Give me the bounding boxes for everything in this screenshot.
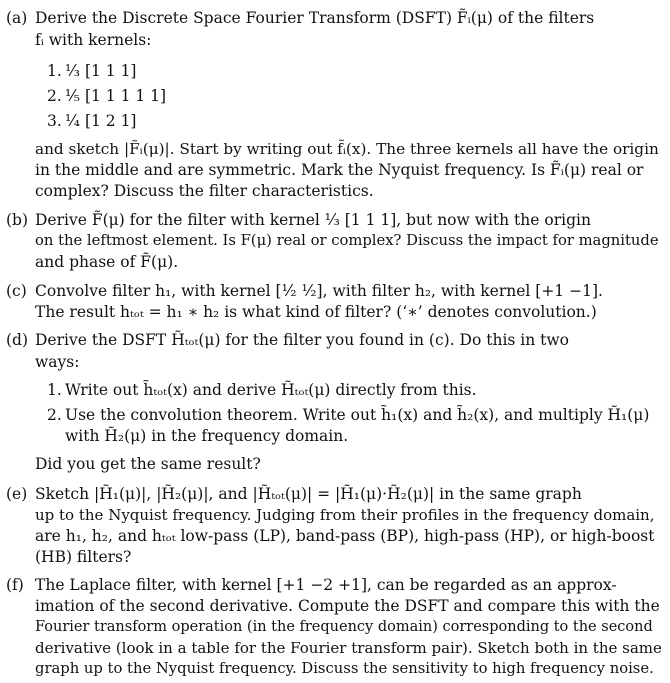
part-a-label: (a) [6, 9, 28, 27]
part-f-line: The Laplace filter, with kernel [+1 −2 +1], can be regarded as an approx- [35, 576, 617, 594]
part-c-line: The result hₜₒₜ = h₁ ∗ h₂ is what kind of filter? (‘∗’ denotes convolution.) [35, 303, 597, 321]
part-e-line: are h₁, h₂, and hₜₒₜ low-pass (LP), band-pass (BP), high-pass (HP), or high-boost [35, 527, 655, 545]
step-number: 1. [47, 381, 62, 399]
part-c-line: Convolve filter h₁, with kernel [¹⁄₂ ¹⁄₂], with filter h₂, with kernel [+1 −1]. [35, 282, 603, 300]
part-f-line: imation of the second derivative. Compute the DSFT and compare this with the [35, 597, 660, 615]
part-e-line: up to the Nyquist frequency. Judging from their profiles in the frequency domain, [35, 506, 655, 524]
part-b-label: (b) [6, 211, 29, 229]
part-f-line: derivative (look in a table for the Fourier transform pair). Sketch both in the same [35, 639, 662, 657]
part-a-line: and sketch |F̃ᵢ(μ)|. Start by writing out f̃ᵢ(x). The three kernels all have the origin [35, 140, 659, 158]
kernel-item: ¹⁄₃ [1 1 1] [65, 62, 137, 80]
part-a-line: fᵢ with kernels: [35, 31, 152, 49]
step-number: 2. [47, 406, 62, 424]
part-f-line: graph up to the Nyquist frequency. Discuss the sensitivity to high frequency noise. [35, 660, 654, 677]
kernel-item: ¹⁄₅ [1 1 1 1 1] [65, 87, 167, 105]
part-a-line: Derive the Discrete Space Fourier Transform (DSFT) F̃ᵢ(μ) of the filters [35, 9, 595, 27]
part-d-line: Did you get the same result? [35, 455, 261, 473]
kernel-number: 2. [47, 87, 62, 105]
kernel-number: 3. [47, 112, 62, 130]
part-b-line: Derive F̃(μ) for the filter with kernel ¹⁄₃ [1 1 1], but now with the origin [35, 211, 591, 229]
part-b-line: on the leftmost element. Is F(μ) real or complex? Discuss the impact for magnitude [35, 232, 659, 249]
part-e-line: (HB) filters? [35, 548, 132, 566]
part-d-label: (d) [6, 331, 29, 349]
part-e-line: Sketch |H̃₁(μ)|, |H̃₂(μ)|, and |H̃ₜₒₜ(μ)| = |H̃₁(μ)·H̃₂(μ)| in the same graph [35, 485, 582, 503]
part-a-line: in the middle and are symmetric. Mark the Nyquist frequency. Is F̃ᵢ(μ) real or [35, 161, 644, 179]
part-f-label: (f) [6, 576, 24, 594]
kernel-item: ¹⁄₄ [1 2 1] [65, 112, 137, 130]
part-b-line: and phase of F̃(μ). [35, 253, 179, 271]
step-text: with H̃₂(μ) in the frequency domain. [65, 427, 349, 445]
part-d-line: ways: [35, 353, 80, 371]
part-f-line: Fourier transform operation (in the frequency domain) corresponding to the second [35, 619, 653, 635]
part-a-line: complex? Discuss the filter characteristics. [35, 182, 374, 200]
part-e-label: (e) [6, 485, 28, 503]
part-c-label: (c) [6, 282, 27, 300]
part-d-line: Derive the DSFT H̃ₜₒₜ(μ) for the filter you found in (c). Do this in two [35, 331, 569, 349]
kernel-number: 1. [47, 62, 62, 80]
step-text: Write out h̃ₜₒₜ(x) and derive H̃ₜₒₜ(μ) directly from this. [65, 381, 477, 399]
step-text: Use the convolution theorem. Write out h̃₁(x) and h̃₂(x), and multiply H̃₁(μ) [65, 406, 650, 424]
